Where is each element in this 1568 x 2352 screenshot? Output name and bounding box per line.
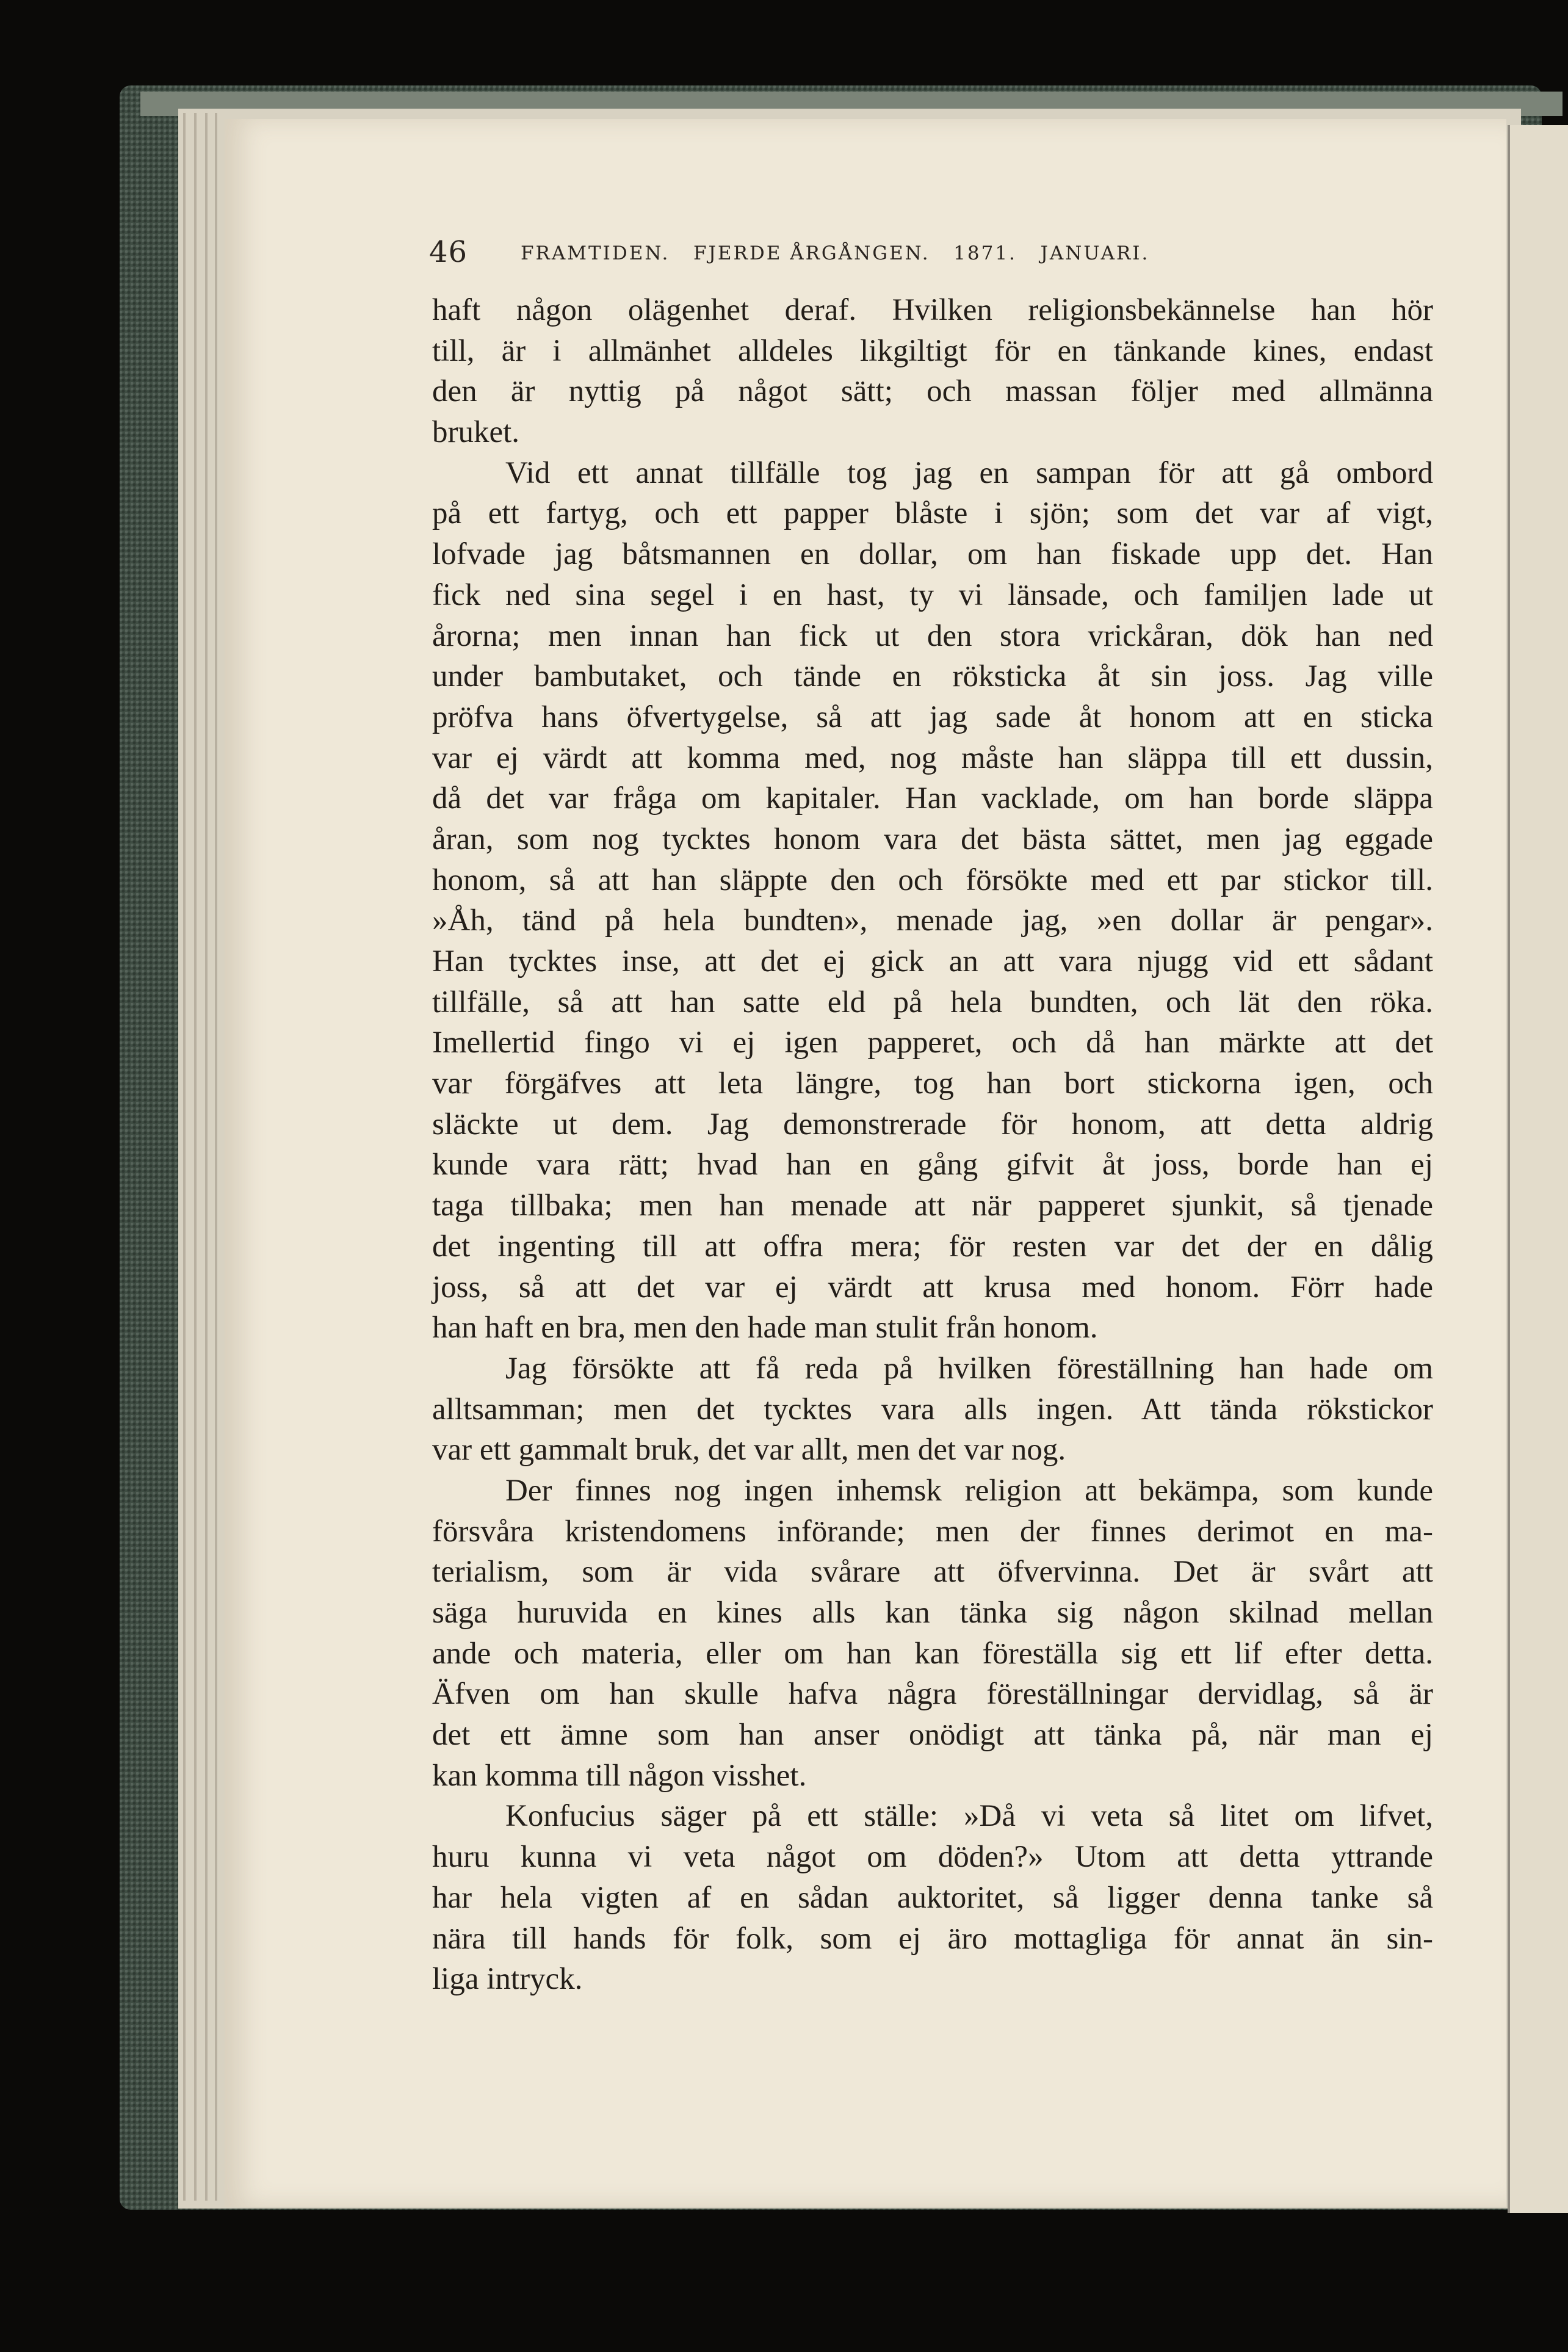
text-line: nära till hands för folk, som ej äro mottagliga för annat än sin- [432,1921,1433,1956]
text-line: det ingenting till att offra mera; för resten var det der en dålig [432,1229,1433,1264]
text-line: liga intryck. [432,1962,583,1997]
text-line: Jag försökte att få reda på hvilken föreställning han hade om [505,1351,1433,1386]
leaf-edge [183,113,186,2201]
text-line: den är nyttig på något sätt; och massan följer med allmänna [432,374,1433,409]
text-line: då det var fråga om kapitaler. Han vacklade, om han borde släppa [432,781,1433,816]
text-line: tillfälle, så att han satte eld på hela bundten, och lät den röka. [432,985,1433,1019]
leaf-edge [215,113,217,2201]
text-line: Äfven om han skulle hafva några föreställningar dervidlag, så är [432,1677,1433,1712]
text-line: var förgäfves att leta längre, tog han bort stickorna igen, och [432,1066,1433,1101]
text-line: Han tycktes inse, att det ej gick an att vara njugg vid ett sådant [432,944,1433,979]
text-line: till, är i allmänhet alldeles likgiltigt för en tänkande kines, endast [432,333,1433,368]
text-line: han haft en bra, men den hade man stulit från honom. [432,1311,1098,1345]
text-line: alltsamman; men det tycktes vara alls ingen. Att tända rökstickor [432,1392,1433,1427]
page-number: 46 [429,235,468,269]
text-line: åran, som nog tycktes honom vara det bästa sättet, men jag eggade [432,822,1433,856]
text-line: huru kunna vi veta något om döden?» Utom att detta yttrande [432,1840,1433,1875]
text-line: lofvade jag båtsmannen en dollar, om han fiskade upp det. Han [432,537,1433,572]
text-line: terialism, som är vida svårare att öfvervinna. Det är svårt att [432,1555,1433,1590]
text-line: har hela vigten af en sådan auktoritet, så ligger denna tanke så [432,1880,1433,1915]
text-line: försvåra kristendomens införande; men der finnes derimot en ma- [432,1514,1433,1549]
text-line: säga huruvida en kines alls kan tänka sig någon skilnad mellan [432,1596,1433,1630]
text-line: Konfucius säger på ett ställe: »Då vi veta så litet om lifvet, [505,1799,1433,1834]
text-line: släckte ut dem. Jag demonstrerade för honom, att detta aldrig [432,1107,1433,1142]
text-line: det ett ämne som han anser onödigt att tänka på, när man ej [432,1718,1433,1753]
text-line: Der finnes nog ingen inhemsk religion att bekämpa, som kunde [505,1473,1433,1508]
text-line: årorna; men innan han fick ut den stora vrickåran, dök han ned [432,618,1433,653]
running-head: FRAMTIDEN. FJERDE ÅRGÅNGEN. 1871. JANUARI. [521,242,1150,264]
text-line: fick ned sina segel i en hast, ty vi länsade, och familjen lade ut [432,577,1433,612]
text-line: Vid ett annat tillfälle tog jag en sampan för att gå ombord [505,455,1433,490]
text-line: var ej värdt att komma med, nog måste han släppa till ett dussin, [432,740,1433,775]
text-line: honom, så att han släppte den och försökte med ett par stickor till. [432,863,1433,897]
page-header [0,235,1568,272]
text-line: Imellertid fingo vi ej igen papperet, och då han märkte att det [432,1026,1433,1060]
text-line: taga tillbaka; men han menade att när papperet sjunkit, så tjenade [432,1189,1433,1223]
text-line: pröfva hans öfvertygelse, så att jag sade åt honom att en sticka [432,700,1433,734]
text-line: »Åh, tänd på hela bundten», menade jag, »en dollar är pengar». [432,903,1433,938]
body-text [432,290,1433,2000]
text-line: kan komma till någon visshet. [432,1758,807,1793]
text-line: haft någon olägenhet deraf. Hvilken religionsbekännelse han hör [432,293,1433,327]
text-line: joss, så att det var ej värdt att krusa med honom. Förr hade [432,1270,1433,1304]
text-line: ande och materia, eller om han kan föreställa sig ett lif efter detta. [432,1636,1433,1671]
text-line: kunde vara rätt; hvad han en gång gifvit åt joss, borde han ej [432,1148,1433,1182]
text-line: var ett gammalt bruk, det var allt, men det var nog. [432,1433,1066,1467]
facing-page-edge [1508,125,1568,2213]
text-line: på ett fartyg, och ett papper blåste i sjön; som det var af vigt, [432,496,1433,531]
leaf-edge [205,113,208,2201]
text-line: bruket. [432,415,520,450]
leaf-edge [194,113,197,2201]
text-line: under bambutaket, och tände en röksticka åt sin joss. Jag ville [432,659,1433,694]
